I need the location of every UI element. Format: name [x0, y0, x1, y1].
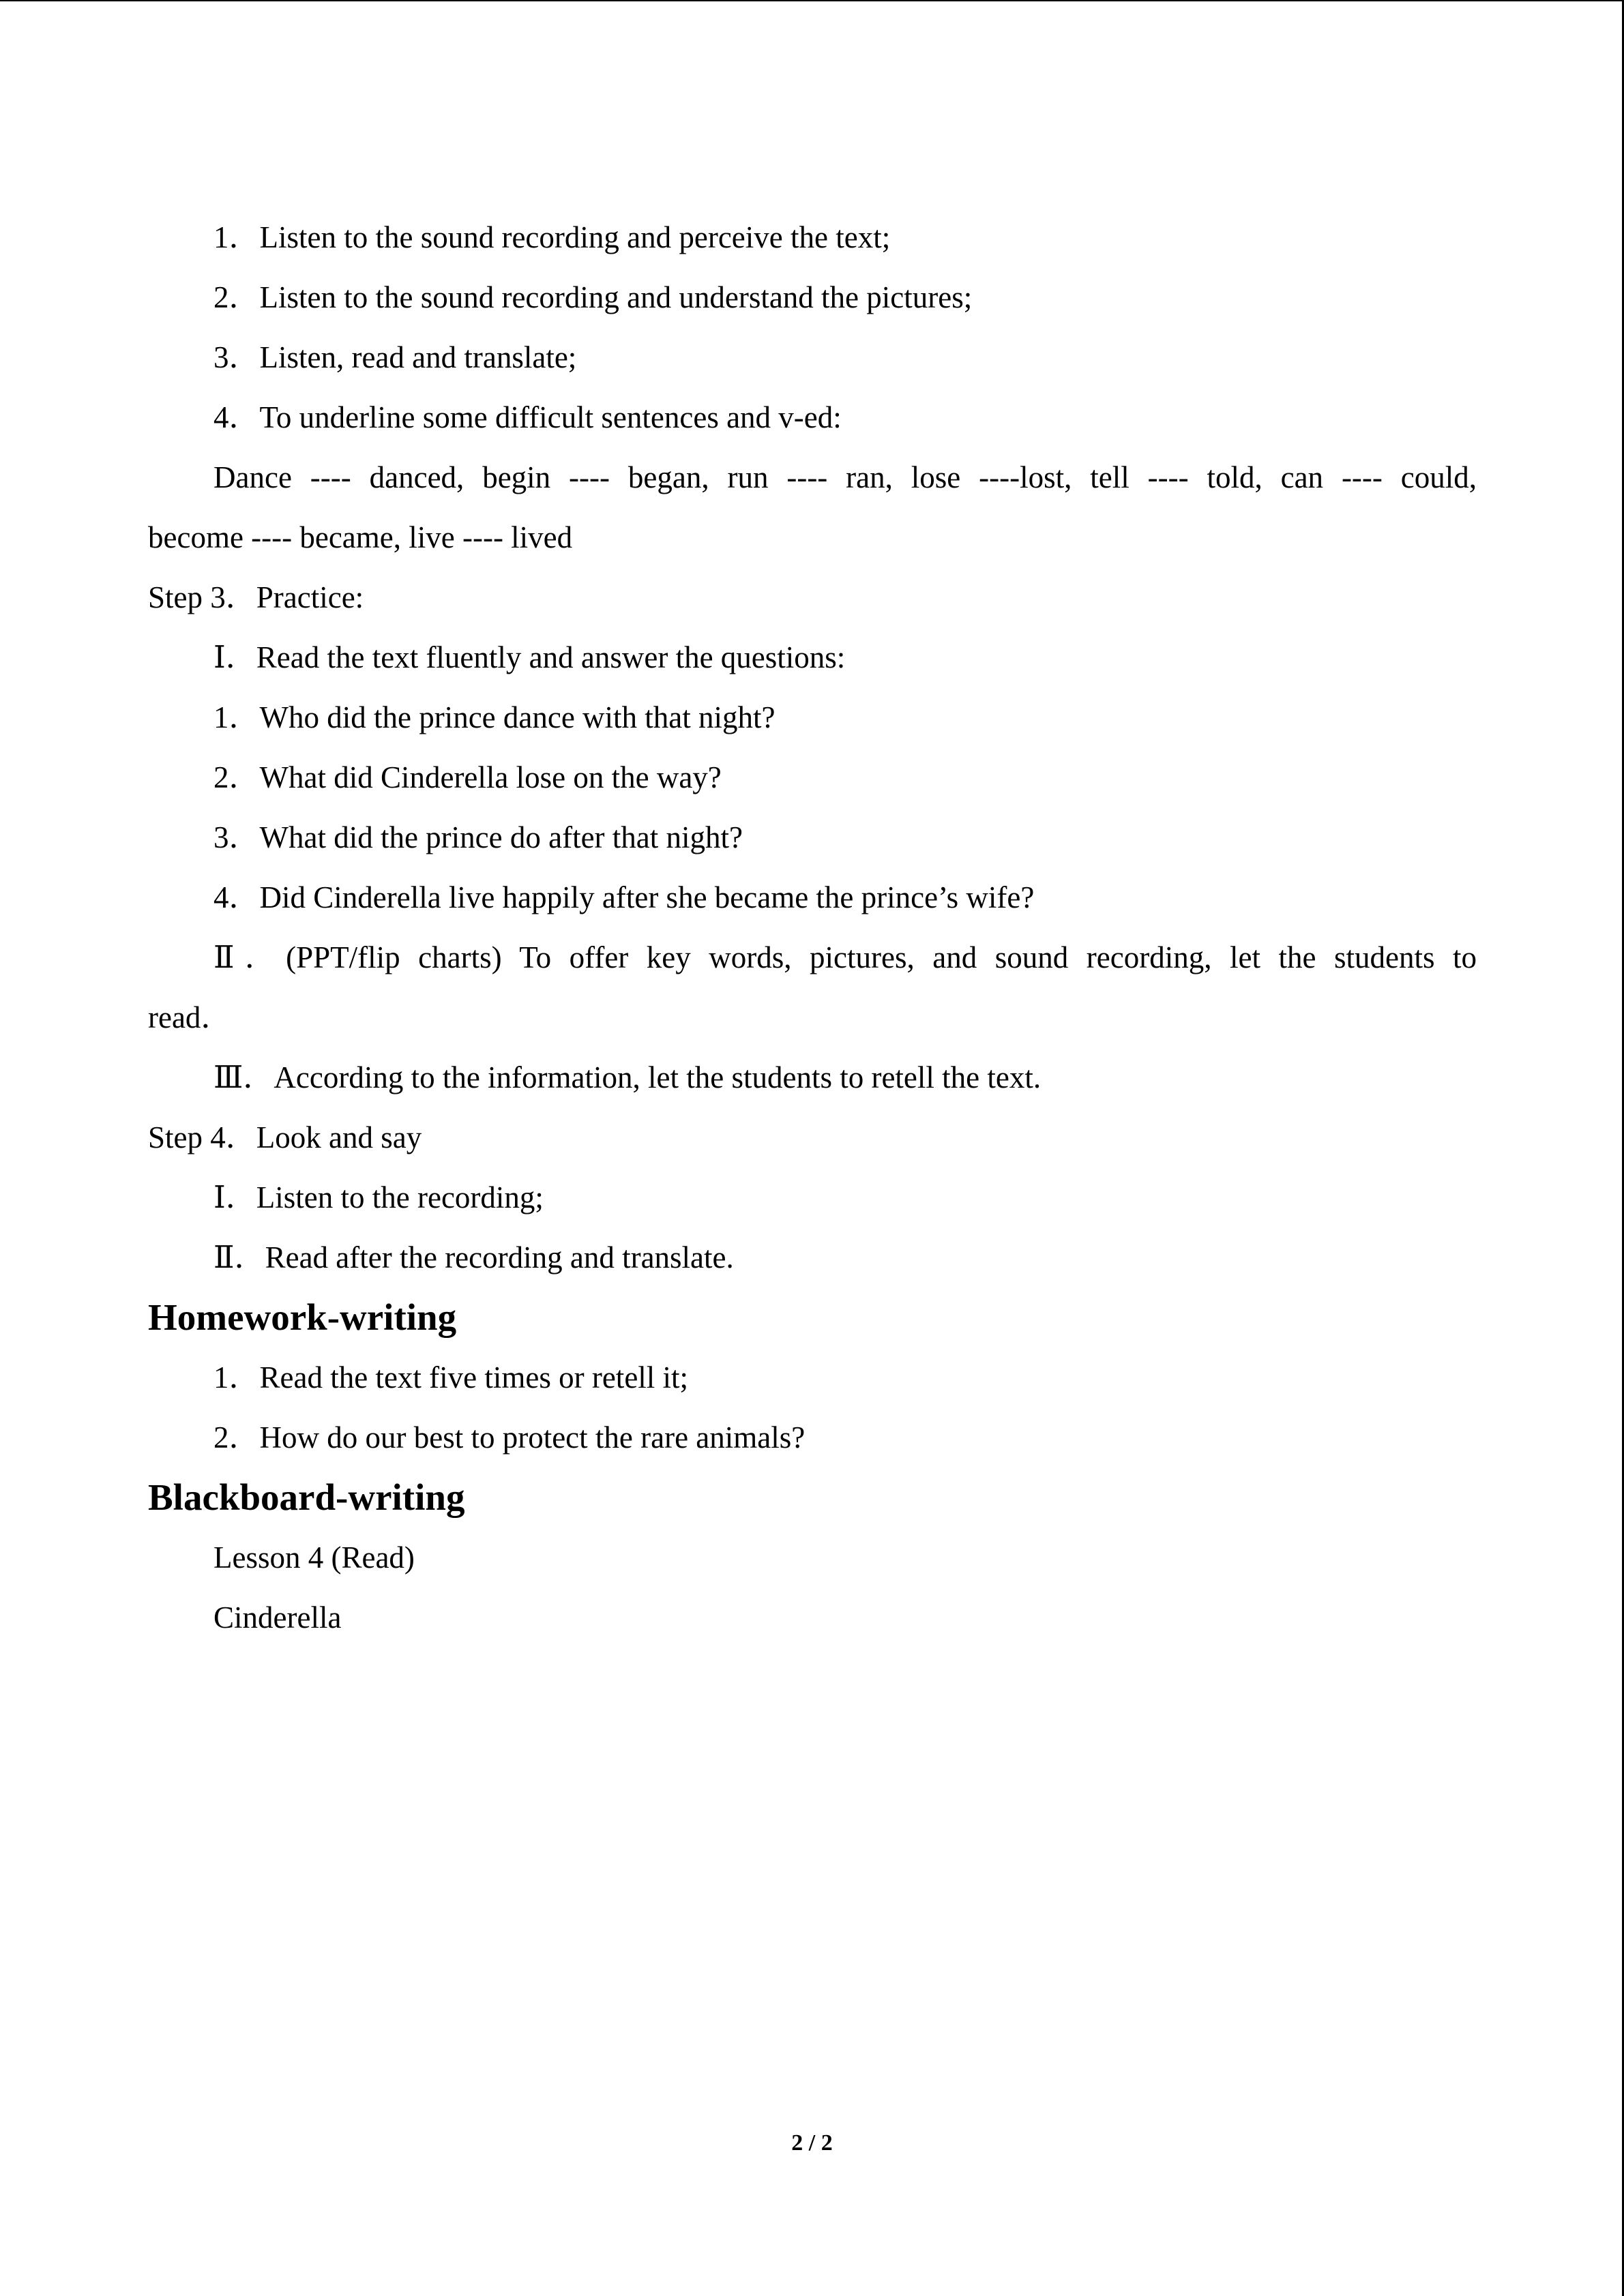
verb-list-line-2: become ---- became, live ---- lived — [148, 520, 573, 554]
blackboard-heading: Blackboard-writing — [148, 1476, 465, 1518]
question-1: 1．Who did the prince dance with that night? — [213, 700, 776, 734]
listen-step-4: 4．To underline some difficult sentences and v-ed: — [213, 400, 842, 434]
step3-part1: Ⅰ．Read the text fluently and answer the questions: — [213, 640, 846, 674]
question-2: 2．What did Cinderella lose on the way? — [213, 760, 722, 794]
document-body — [148, 207, 1477, 1648]
question-4: 4．Did Cinderella live happily after she became the prince’s wife? — [213, 880, 1035, 914]
listen-step-1: 1．Listen to the sound recording and perceive the text; — [213, 220, 891, 254]
homework-item-1: 1．Read the text five times or retell it; — [213, 1360, 689, 1395]
step4-item-1: Ⅰ．Listen to the recording; — [213, 1180, 544, 1214]
listen-step-3: 3．Listen, read and translate; — [213, 340, 577, 374]
homework-item-2: 2．How do our best to protect the rare animals? — [213, 1420, 806, 1455]
verb-list-line-1: Dance ---- danced, begin ---- began, run ---- ran, lose ----lost, tell ---- told, can ---- could, — [213, 460, 1477, 494]
question-3: 3．What did the prince do after that night? — [213, 820, 743, 854]
step3-part2-line2: read． — [148, 1000, 232, 1034]
page-number: 2 / 2 — [791, 2130, 833, 2156]
listen-step-2: 2．Listen to the sound recording and understand the pictures; — [213, 280, 973, 314]
step4-item-2: Ⅱ．Read after the recording and translate. — [213, 1240, 734, 1274]
step3-part2-line1: Ⅱ．(PPT/flip charts) To offer key words, pictures, and sound recording, let the students to — [213, 940, 1477, 974]
step3-title: Step 3．Practice: — [148, 580, 364, 614]
step4-title: Step 4．Look and say — [148, 1120, 422, 1154]
step3-part3: Ⅲ．According to the information, let the students to retell the text. — [213, 1060, 1042, 1094]
blackboard-lesson: Lesson 4 (Read) — [213, 1540, 415, 1575]
blackboard-title: Cinderella — [213, 1600, 342, 1635]
page-top-border — [0, 0, 1624, 1]
homework-heading: Homework-writing — [148, 1296, 457, 1338]
